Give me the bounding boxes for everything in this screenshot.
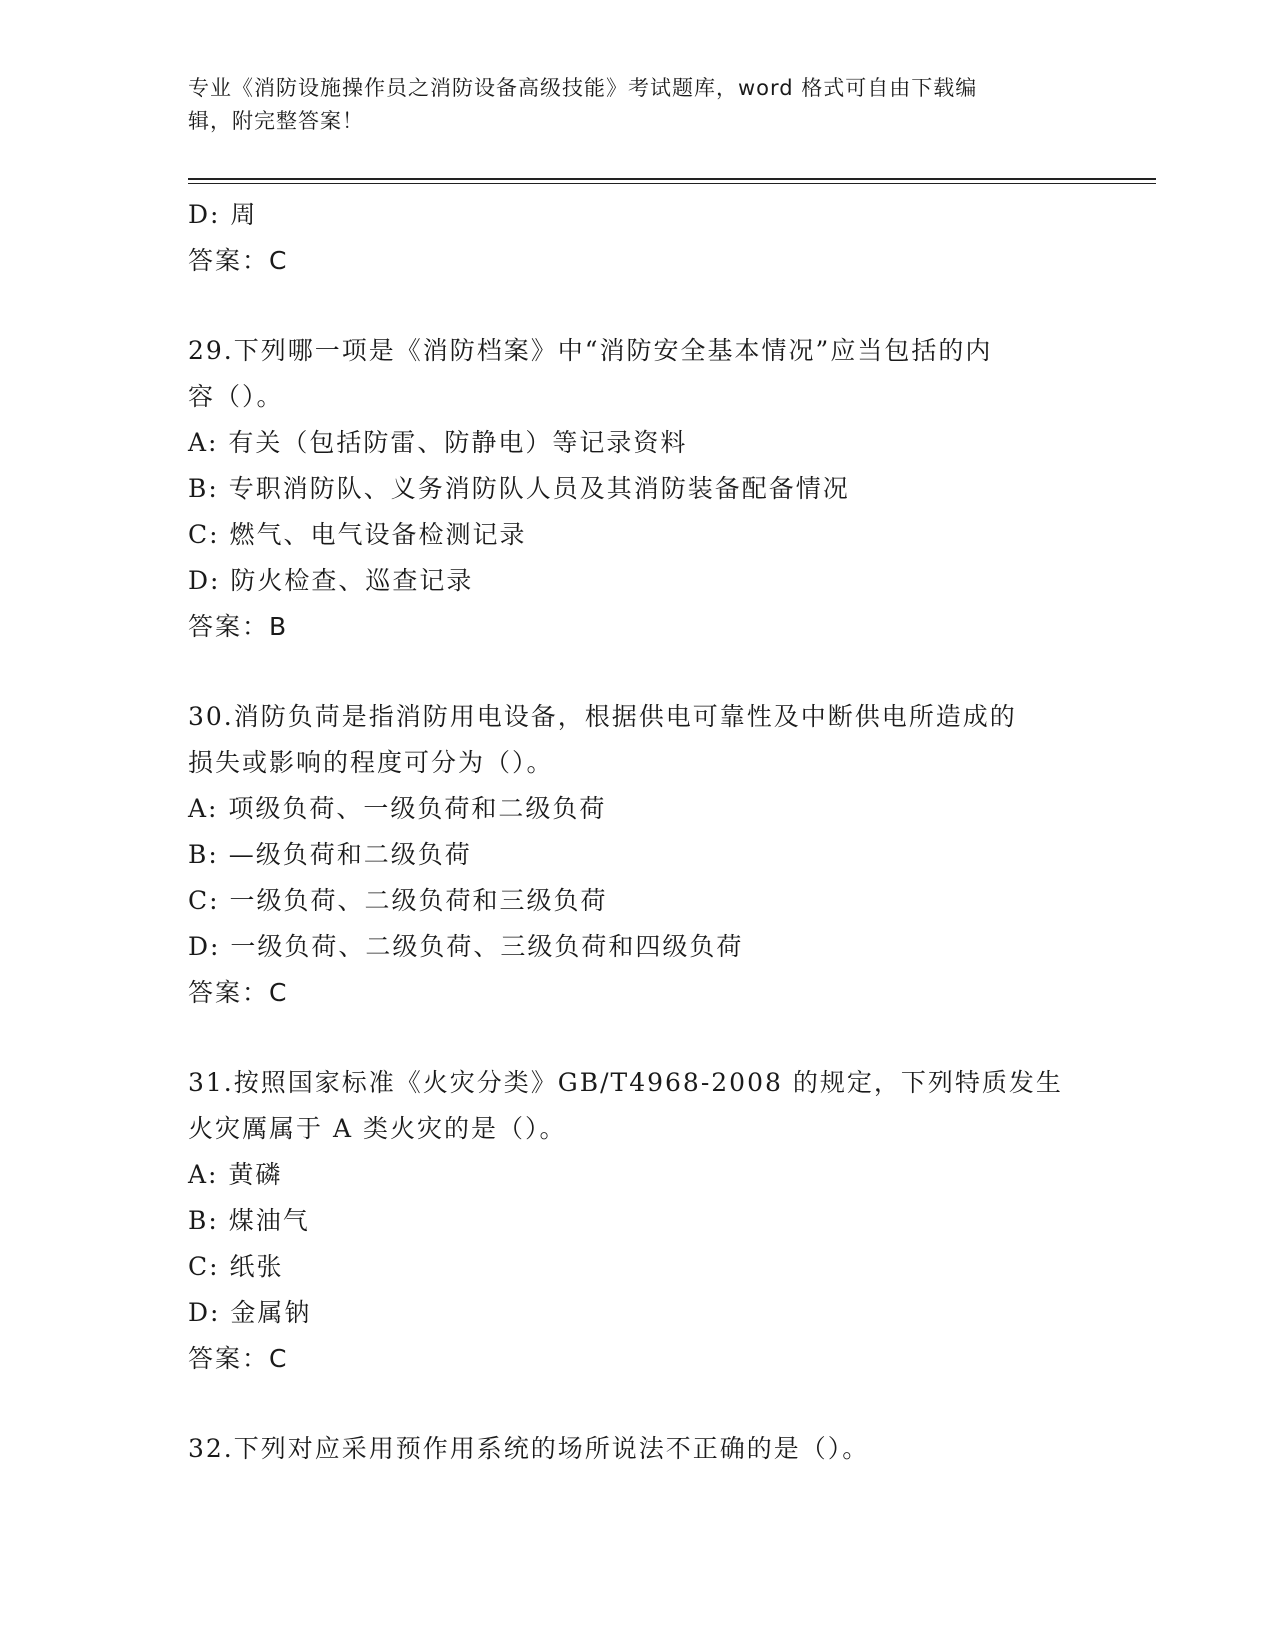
page-header <box>188 72 1068 138</box>
spacer <box>188 284 1088 328</box>
question-stem: 损失或影响的程度可分为（）。 <box>188 748 554 777</box>
question-stem: 30.消防负苘是指消防用电设备，根据供电可靠性及中断供电所造成的 <box>188 702 1017 731</box>
answer: 答案：C <box>188 246 289 275</box>
option-c: C: 燃气、电气设备检测记录 <box>188 520 527 549</box>
question-29 <box>188 328 1088 650</box>
option-a: A: 有关（包括防雷、防静电）等记录资料 <box>188 428 688 457</box>
option-b: B: —级负荷和二级负荷 <box>188 840 472 869</box>
option-b: B: 专职消防队、义务消防队人员及其消防装备配备情况 <box>188 474 850 503</box>
question-stem: 容（）。 <box>188 382 284 411</box>
spacer <box>188 650 1088 694</box>
spacer <box>188 1016 1088 1060</box>
option-d: D: 一级负荷、二级负荷、三级负荷和四级负荷 <box>188 932 744 961</box>
question-30 <box>188 694 1088 1016</box>
option-a: A: 项级负荷、一级负荷和二级负荷 <box>188 794 607 823</box>
question-stem: 29.下列哪一项是《消防档案》中“消防安全基本情况”应当包括的内 <box>188 336 993 365</box>
question-32 <box>188 1426 1088 1472</box>
answer: 答案：C <box>188 1344 289 1373</box>
option-c: C: 纸张 <box>188 1252 284 1281</box>
option-d: D: 周 <box>188 200 258 229</box>
question-content <box>188 192 1088 1472</box>
answer: 答案：B <box>188 612 289 641</box>
answer: 答案：C <box>188 978 289 1007</box>
option-d: D: 金属钠 <box>188 1298 312 1327</box>
continued-question <box>188 192 1088 284</box>
header-line-1: 专业《消防设施操作员之消防设备高级技能》考试题库，word 格式可自由下载编 <box>188 76 978 100</box>
option-c: C: 一级负荷、二级负荷和三级负荷 <box>188 886 608 915</box>
header-line-2: 辑，附完整答案！ <box>188 109 364 133</box>
question-stem: 火灾厲属于 A 类火灾的是（）。 <box>188 1114 567 1143</box>
header-divider-thick <box>188 178 1156 180</box>
question-stem: 32.下列对应采用预作用系统的场所说法不正确的是（）。 <box>188 1434 870 1463</box>
spacer <box>188 1382 1088 1426</box>
header-divider-thin <box>188 183 1156 184</box>
question-stem: 31.按照国家标准《火灾分类》GB/T4968-2008 的规定，下列特质发生 <box>188 1068 1063 1097</box>
question-31 <box>188 1060 1088 1382</box>
option-b: B: 煤油气 <box>188 1206 310 1235</box>
option-d: D: 防火检查、巡查记录 <box>188 566 474 595</box>
option-a: A: 黄磷 <box>188 1160 283 1189</box>
